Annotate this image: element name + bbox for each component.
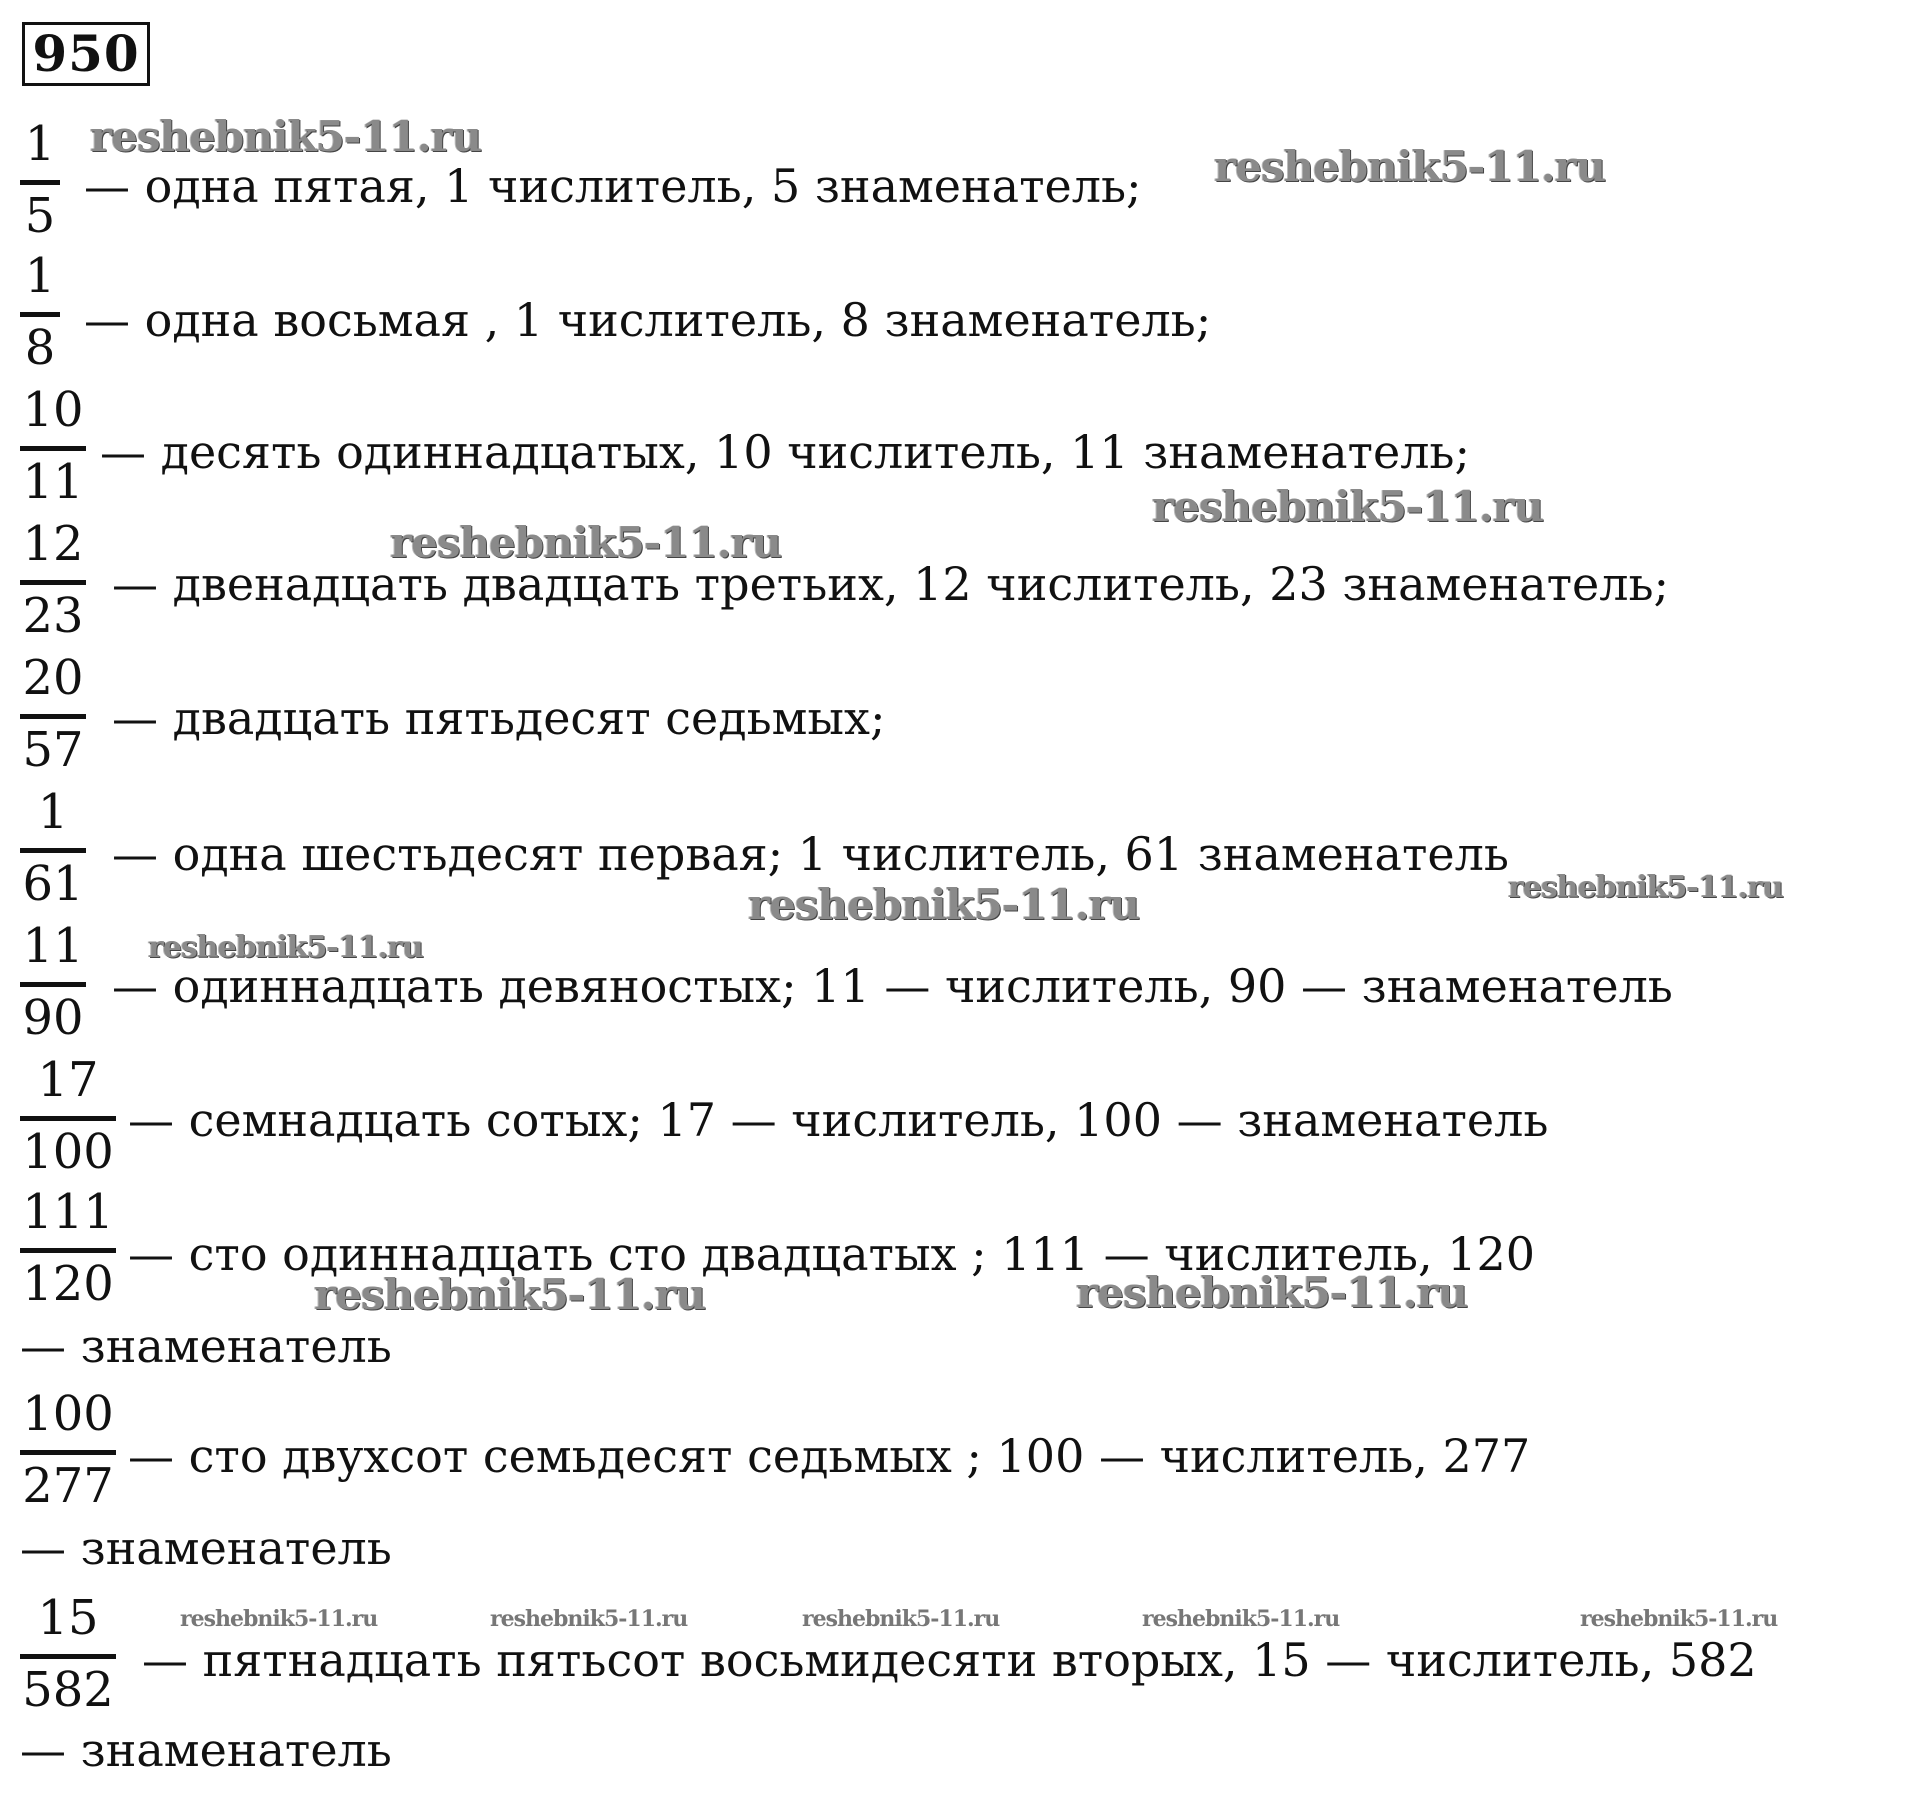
fraction-numerator: 11 (22, 918, 84, 974)
watermark: reshebnik5-11.ru (1152, 482, 1544, 531)
fraction-description-continuation: — знаменатель (20, 1521, 392, 1575)
task-number: 950 (22, 22, 150, 86)
fraction-bar (20, 982, 86, 987)
fraction-denominator: 57 (22, 722, 84, 778)
watermark: reshebnik5-11.ru (748, 880, 1140, 929)
fraction-bar (20, 1116, 116, 1121)
fraction-bar (20, 714, 86, 719)
fraction-bar (20, 580, 86, 585)
fraction-denominator: 5 (24, 188, 56, 244)
fraction-numerator: 12 (22, 516, 84, 572)
fraction-denominator: 90 (22, 990, 84, 1046)
watermark: reshebnik5-11.ru (90, 112, 482, 161)
watermark: reshebnik5-11.ru (1508, 870, 1783, 905)
fraction-bar (20, 1654, 116, 1659)
fraction-description: — пятнадцать пятьсот восьмидесяти вторых, 15 — числитель, 582 (142, 1633, 1757, 1687)
fraction-denominator: 11 (22, 454, 84, 510)
fraction-description: — двенадцать двадцать третьих, 12 числитель, 23 знаменатель; (112, 557, 1670, 611)
fraction-numerator: 1 (24, 116, 56, 172)
fraction-denominator: 277 (22, 1458, 114, 1514)
fraction-description: — семнадцать сотых; 17 — числитель, 100 — знаменатель (128, 1093, 1549, 1147)
fraction-description: — одиннадцать девяностых; 11 — числитель, 90 — знаменатель (112, 959, 1673, 1013)
fraction-bar (20, 1450, 116, 1455)
watermark: reshebnik5-11.ru (1076, 1268, 1468, 1317)
fraction-description: — сто двухсот семьдесят седьмых ; 100 — числитель, 277 (128, 1429, 1531, 1483)
fraction-description: — десять одиннадцатых, 10 числитель, 11 знаменатель; (100, 425, 1470, 479)
fraction-denominator: 120 (22, 1256, 114, 1312)
fraction-bar (20, 446, 86, 451)
watermark: reshebnik5-11.ru (490, 1606, 688, 1632)
watermark: reshebnik5-11.ru (1142, 1606, 1340, 1632)
fraction-bar (20, 848, 86, 853)
watermark: reshebnik5-11.ru (180, 1606, 378, 1632)
fraction-numerator: 20 (22, 650, 84, 706)
fraction-numerator: 1 (37, 784, 69, 840)
fraction-denominator: 23 (22, 588, 84, 644)
fraction-numerator: 111 (22, 1184, 114, 1240)
fraction-denominator: 582 (22, 1662, 114, 1718)
fraction-description-continuation: — знаменатель (20, 1723, 392, 1777)
fraction-numerator: 15 (37, 1590, 99, 1646)
fraction-numerator: 100 (22, 1386, 114, 1442)
watermark: reshebnik5-11.ru (802, 1606, 1000, 1632)
fraction-numerator: 1 (24, 248, 56, 304)
watermark: reshebnik5-11.ru (1580, 1606, 1778, 1632)
fraction-description-continuation: — знаменатель (20, 1319, 392, 1373)
watermark: reshebnik5-11.ru (1214, 142, 1606, 191)
fraction-description: — одна пятая, 1 числитель, 5 знаменатель; (84, 159, 1142, 213)
fraction-description: — одна шестьдесят первая; 1 числитель, 61 знаменатель (112, 827, 1509, 881)
fraction-description: — одна восьмая , 1 числитель, 8 знаменатель; (84, 293, 1212, 347)
watermark: reshebnik5-11.ru (390, 518, 782, 567)
fraction-bar (20, 1248, 116, 1253)
fraction-denominator: 61 (22, 856, 84, 912)
fraction-denominator: 100 (22, 1124, 114, 1180)
fraction-description: — сто одиннадцать сто двадцатых ; 111 — числитель, 120 (128, 1227, 1535, 1281)
watermark: reshebnik5-11.ru (314, 1270, 706, 1319)
fraction-denominator: 8 (24, 320, 56, 376)
fraction-bar (20, 180, 60, 185)
watermark: reshebnik5-11.ru (148, 930, 423, 965)
fraction-description: — двадцать пятьдесят седьмых; (112, 691, 886, 745)
fraction-numerator: 10 (22, 382, 84, 438)
fraction-numerator: 17 (37, 1052, 99, 1108)
fraction-bar (20, 312, 60, 317)
